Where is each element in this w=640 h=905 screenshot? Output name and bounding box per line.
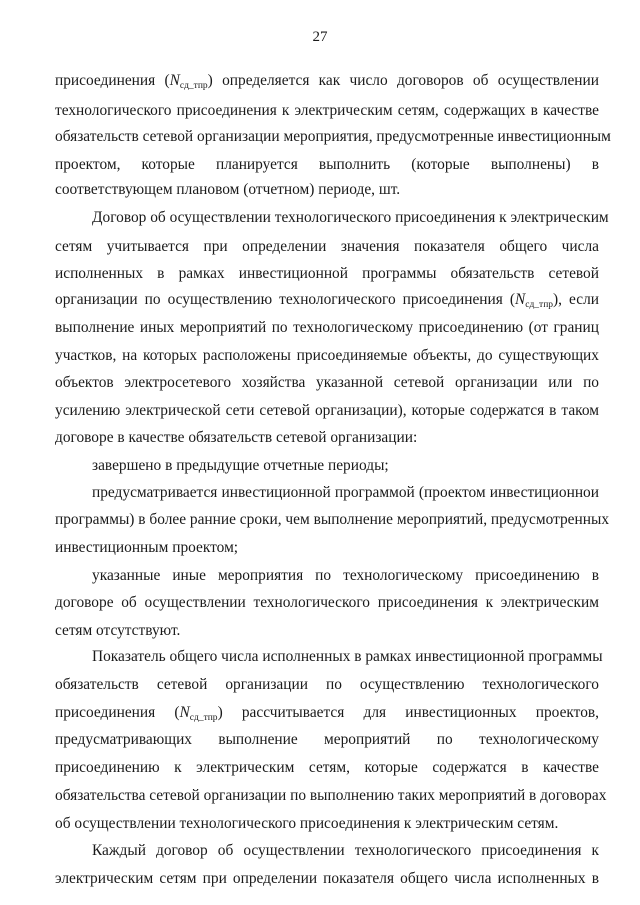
text-line: предусматривается инвестиционной программой (проектом инвестиционнои <box>92 484 599 501</box>
text-line: договоре в качестве обязательств сетевой организации: <box>55 429 418 446</box>
text-line: завершено в предыдущие отчетные периоды; <box>92 457 389 474</box>
text-line: обязательства сетевой организации по выполнению таких мероприятий в договорах <box>55 787 607 804</box>
text-line: предусматривающих выполнение мероприятий по технологическому <box>55 731 599 748</box>
formula-symbol: N <box>179 704 190 721</box>
text-line: Показатель общего числа исполненных в рамках инвестиционной программы <box>92 648 603 665</box>
text-line: сетям отсутствуют. <box>55 622 181 639</box>
text-line: исполненных в рамках инвестиционной программы обязательств сетевой <box>55 265 599 282</box>
text-segment: ) определяется как число договоров об осуществлении <box>207 72 600 89</box>
text-line: Каждый договор об осуществлении технологического присоединения к <box>92 842 599 859</box>
formula-symbol: N <box>514 291 526 308</box>
text-line: Договор об осуществлении технологического присоединения к электрическим <box>92 209 609 226</box>
text-line: присоединению к электрическим сетям, которые содержатся в качестве <box>55 759 599 776</box>
text-line: усилению электрической сети сетевой организации), которые содержатся в таком <box>55 402 599 419</box>
text-line <box>55 71 599 96</box>
text-segment: присоединения ( <box>55 72 170 89</box>
text-line: проектом, которые планируется выполнить (которые выполнены) в <box>55 156 599 173</box>
text-segment: организации по осуществлению технологического присоединения ( <box>55 291 515 308</box>
text-line: обязательств сетевой организации по осуществлению технологического <box>55 676 599 693</box>
text-line: технологического присоединения к электрическим сетям, содержащих в качестве <box>55 102 599 119</box>
formula-symbol: N <box>169 72 180 89</box>
text-line <box>55 290 599 315</box>
page-number: 27 <box>312 29 328 45</box>
text-line: сетям учитывается при определении значения показателя общего числа <box>55 238 599 255</box>
text-line: выполнение иных мероприятий по технологическому присоединению (от границ <box>55 319 599 336</box>
text-line: об осуществлении технологического присоединения к электрическим сетям. <box>55 815 559 832</box>
text-segment: ) рассчитывается для инвестиционных проектов, <box>217 704 600 721</box>
text-line <box>55 703 599 728</box>
text-line: объектов электросетевого хозяйства указанной сетевой организации или по <box>55 374 599 391</box>
text-line: указанные иные мероприятия по технологическому присоединению в <box>92 567 599 584</box>
text-line: инвестиционным проектом; <box>55 539 239 556</box>
text-line: договоре об осуществлении технологического присоединения к электрическим <box>55 594 599 611</box>
formula-subscript: сд_тпр <box>525 300 554 310</box>
formula-subscript: сд_тпр <box>179 81 208 91</box>
text-segment: ), если <box>553 291 599 308</box>
text-line: участков, на которых расположены присоединяемые объекты, до существующих <box>55 347 599 364</box>
text-line: обязательств сетевой организации мероприятия, предусмотренные инвестиционным <box>55 128 611 145</box>
text-segment: присоединения ( <box>55 704 180 721</box>
text-line: соответствующем плановом (отчетном) периоде, шт. <box>55 181 401 198</box>
formula-subscript: сд_тпр <box>189 713 218 723</box>
text-line: электрическим сетям при определении показателя общего числа исполненных в <box>55 870 599 887</box>
text-line: программы) в более ранние сроки, чем выполнение мероприятий, предусмотренных <box>55 511 610 528</box>
